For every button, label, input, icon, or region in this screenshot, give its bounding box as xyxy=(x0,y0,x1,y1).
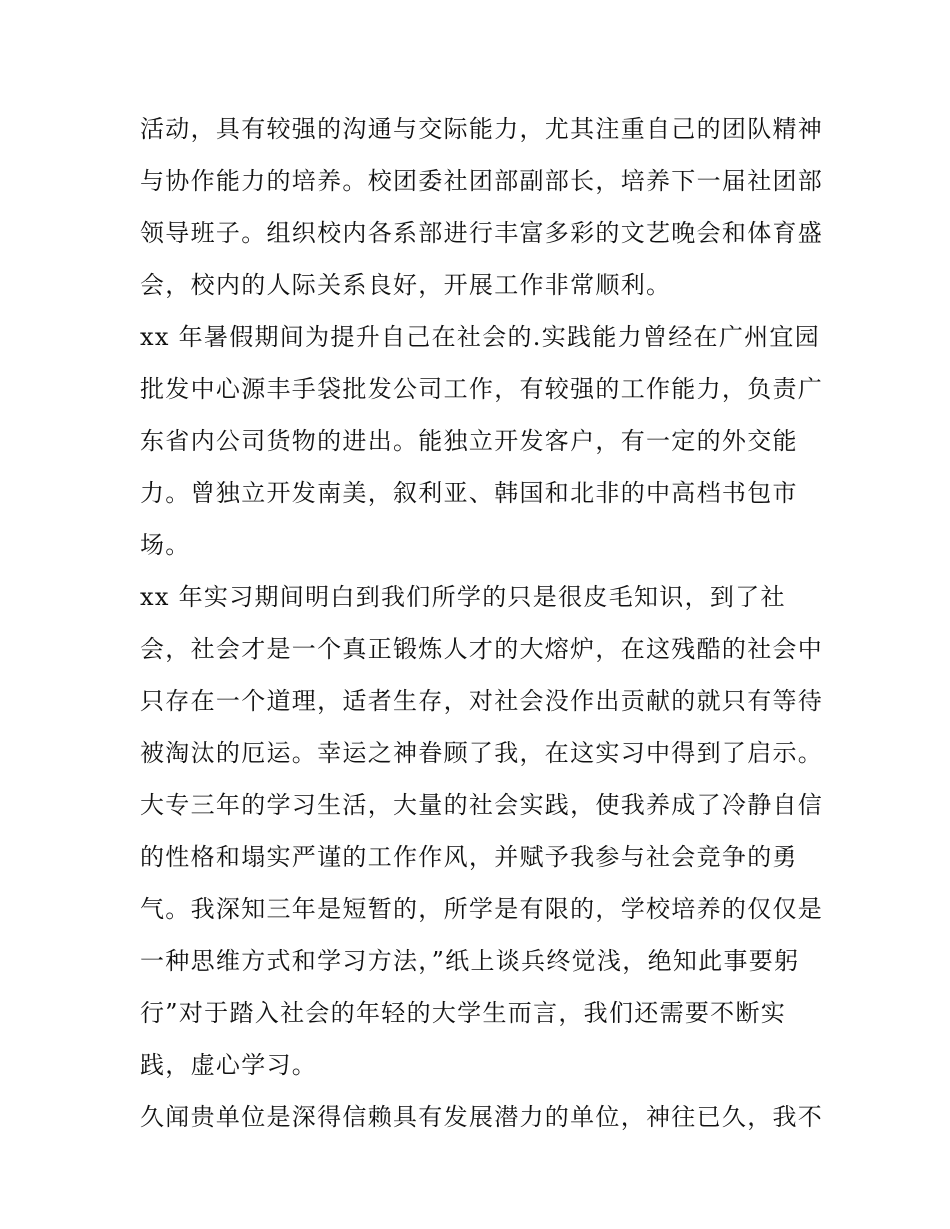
text-line: 大专三年的学习生活，大量的社会实践，使我养成了冷静自信 xyxy=(140,791,824,819)
text-line: 活动，具有较强的沟通与交际能力，尤其注重自己的团队精神 xyxy=(140,115,824,143)
text-line: 行”对于踏入社会的年轻的大学生而言，我们还需要不断实 xyxy=(140,999,787,1027)
text-line: 东省内公司货物的进出。能独立开发客户，有一定的外交能 xyxy=(140,427,798,455)
text-line: 力。曾独立开发南美，叙利亚、韩国和北非的中高档书包市 xyxy=(140,479,798,507)
text-line: 领导班子。组织校内各系部进行丰富多彩的文艺晚会和体育盛 xyxy=(140,219,824,247)
text-line: 一种思维方式和学习方法，”纸上谈兵终觉浅，绝知此事要躬 xyxy=(140,947,800,975)
text-line: 与协作能力的培养。校团委社团部副部长，培养下一届社团部 xyxy=(140,167,824,195)
text-line: 只存在一个道理，适者生存，对社会没作出贡献的就只有等待 xyxy=(140,687,824,715)
text-line: 久闻贵单位是深得信赖具有发展潜力的单位，神往已久，我不 xyxy=(140,1103,824,1131)
text-line: xx 年实习期间明白到我们所学的只是很皮毛知识，到了社 xyxy=(140,583,786,611)
text-line: 会，校内的人际关系良好，开展工作非常顺利。 xyxy=(140,271,672,299)
text-line: xx 年暑假期间为提升自己在社会的.实践能力曾经在广州宜园 xyxy=(140,323,821,351)
text-line: 的性格和塌实严谨的工作作风，并赋予我参与社会竞争的勇 xyxy=(140,843,798,871)
text-line: 践，虚心学习。 xyxy=(140,1051,318,1079)
text-line: 气。我深知三年是短暂的，所学是有限的，学校培养的仅仅是 xyxy=(140,895,824,923)
body-text xyxy=(140,103,830,1143)
text-line: 场。 xyxy=(140,531,191,559)
text-line: 会，社会才是一个真正锻炼人才的大熔炉，在这残酷的社会中 xyxy=(140,635,824,663)
text-line: 被淘汰的厄运。幸运之神眷顾了我，在这实习中得到了启示。 xyxy=(140,739,824,767)
text-line: 批发中心源丰手袋批发公司工作，有较强的工作能力，负责广 xyxy=(140,375,824,403)
